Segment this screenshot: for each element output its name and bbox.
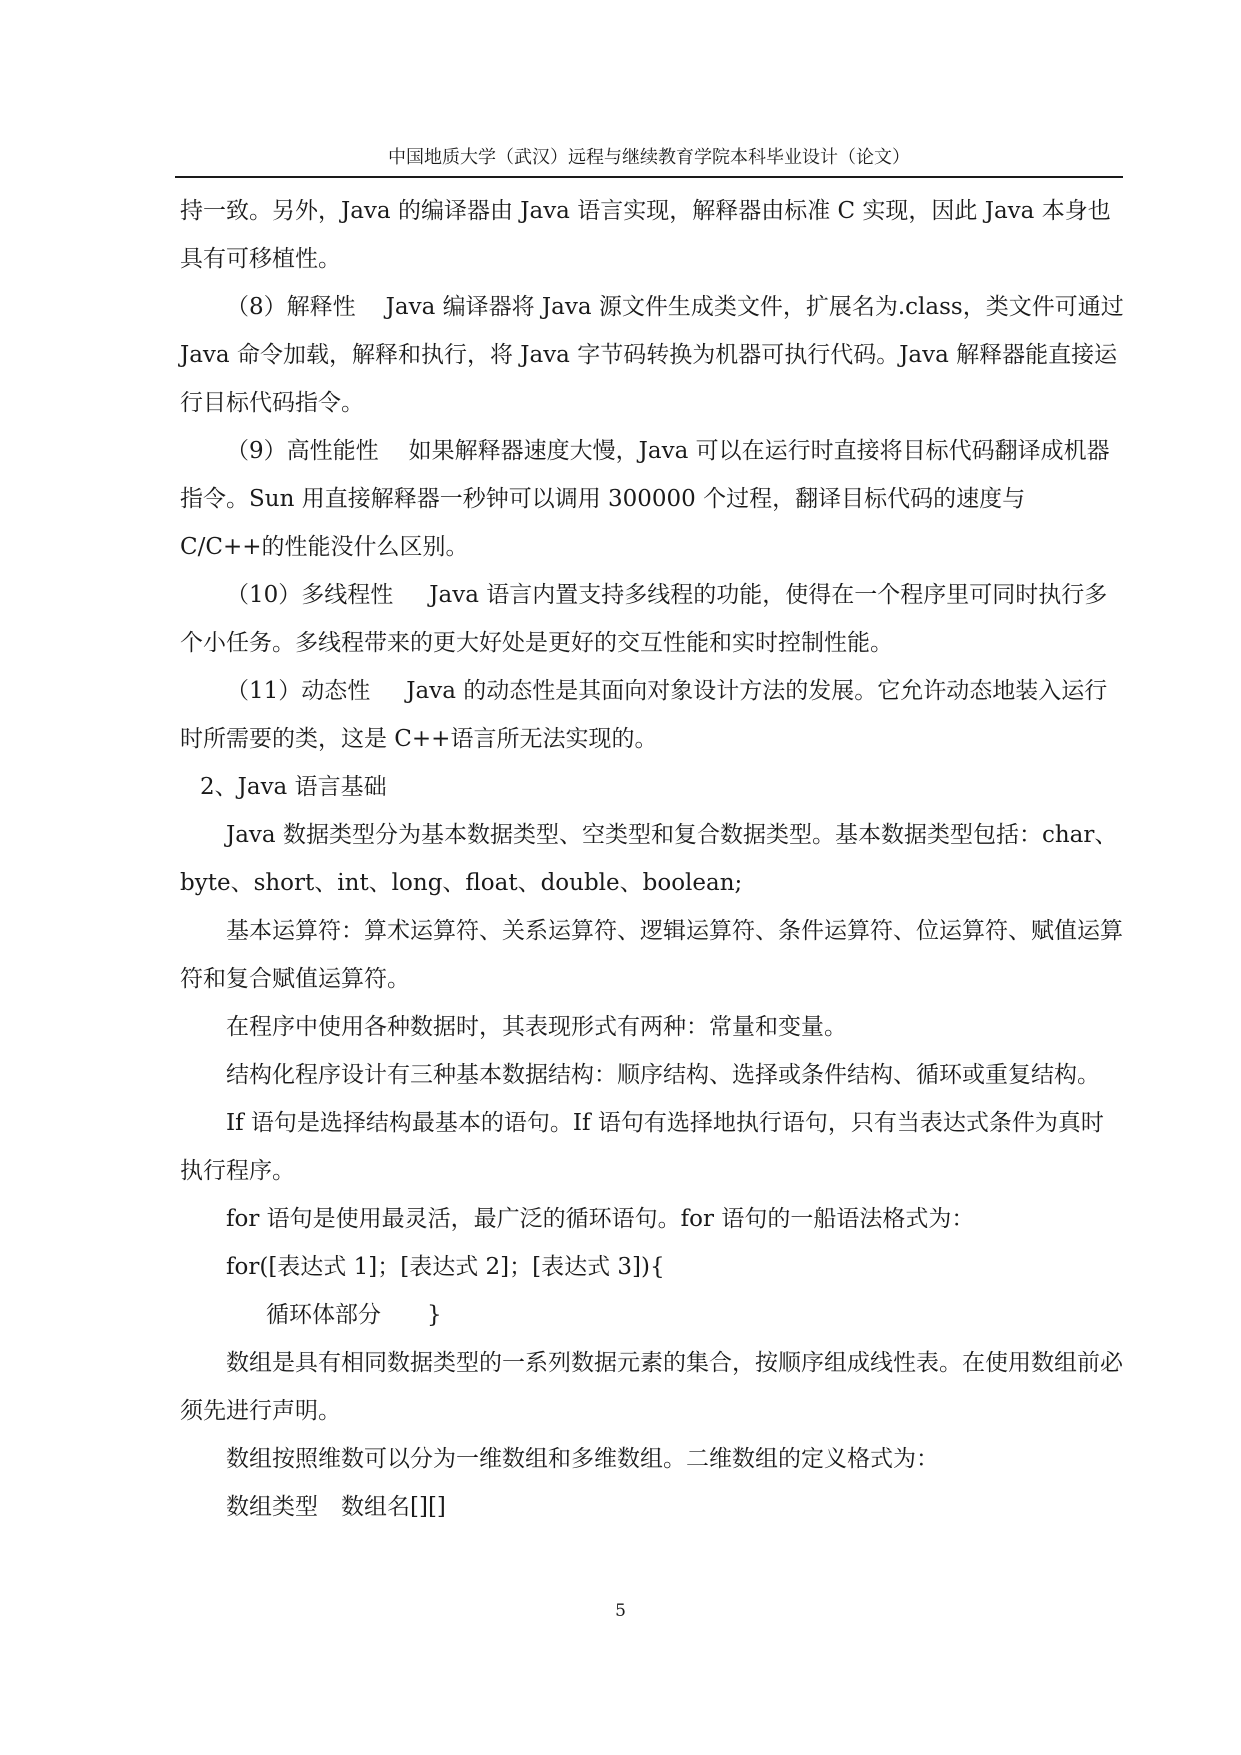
code-array-declaration: 数组类型 数组名[][] <box>226 1494 446 1520</box>
item-heading-multithread: （10）多线程性 <box>226 582 394 608</box>
item-text-interpreted: Java 编译器将 Java 源文件生成类文件，扩展名为.class，类文件可通过 Java 命令加载，解释和执行，将 Java 字节码转换为机器可执行代码。Java 解释器能直接运行目标代码指令。 <box>180 294 1124 416</box>
item-heading-interpreted: （8）解释性 <box>226 294 356 320</box>
paragraph-performance <box>180 427 1124 571</box>
header-rule <box>175 176 1123 178</box>
paragraph-structures: 结构化程序设计有三种基本数据结构：顺序结构、选择或条件结构、循环或重复结构。 <box>226 1062 1100 1088</box>
page-header: 中国地质大学（武汉）远程与继续教育学院本科毕业设计（论文） <box>388 147 910 168</box>
paragraph-data-types: Java 数据类型分为基本数据类型、空类型和复合数据类型。基本数据类型包括：char、byte、short、int、long、float、double、boolean; <box>180 822 1118 896</box>
section-heading-java-basics: 2、Java 语言基础 <box>200 774 387 800</box>
document-body <box>180 187 1124 1531</box>
paragraph-dynamic <box>180 667 1124 763</box>
paragraph-for-statement: for 语句是使用最灵活，最广泛的循环语句。for 语句的一船语法格式为： <box>226 1206 975 1232</box>
paragraph-if-statement: If 语句是选择结构最基本的语句。If 语句有选择地执行语句，只有当表达式条件为真时执行程序。 <box>180 1110 1104 1184</box>
paragraph-continuation: 持一致。另外，Java 的编译器由 Java 语言实现，解释器由标准 C 实现，因此 Java 本身也具有可移植性。 <box>180 198 1111 272</box>
paragraph-interpreted <box>180 283 1124 427</box>
code-for-header: for([表达式 1]；[表达式 2]；[表达式 3]){ <box>226 1254 665 1280</box>
item-text-multithread: Java 语言内置支持多线程的功能，使得在一个程序里可同时执行多个小任务。多线程带来的更大好处是更好的交互性能和实时控制性能。 <box>180 582 1108 656</box>
item-heading-dynamic: （11）动态性 <box>226 678 371 704</box>
paragraph-multidim-arrays: 数组按照维数可以分为一维数组和多维数组。二维数组的定义格式为： <box>226 1446 939 1472</box>
item-heading-performance: （9）高性能性 <box>226 438 379 464</box>
paragraph-operators: 基本运算符：算术运算符、关系运算符、逻辑运算符、条件运算符、位运算符、赋值运算符和复合赋值运算符。 <box>180 918 1123 992</box>
page-number: 5 <box>615 1601 626 1621</box>
paragraph-multithread <box>180 571 1124 667</box>
code-for-body: 循环体部分 } <box>266 1302 442 1328</box>
item-text-performance: 如果解释器速度大慢，Java 可以在运行时直接将目标代码翻译成机器指令。Sun 用直接解释器一秒钟可以调用 300000 个过程，翻译目标代码的速度与 C/C++的性能没什么区别。 <box>180 438 1110 560</box>
paragraph-constants-variables: 在程序中使用各种数据时，其表现形式有两种：常量和变量。 <box>226 1014 847 1040</box>
paragraph-arrays: 数组是具有相同数据类型的一系列数据元素的集合，按顺序组成线性表。在使用数组前必须先进行声明。 <box>180 1350 1123 1424</box>
item-text-dynamic: Java 的动态性是其面向对象设计方法的发展。它允许动态地装入运行时所需要的类，这是 C++语言所无法实现的。 <box>180 678 1108 752</box>
